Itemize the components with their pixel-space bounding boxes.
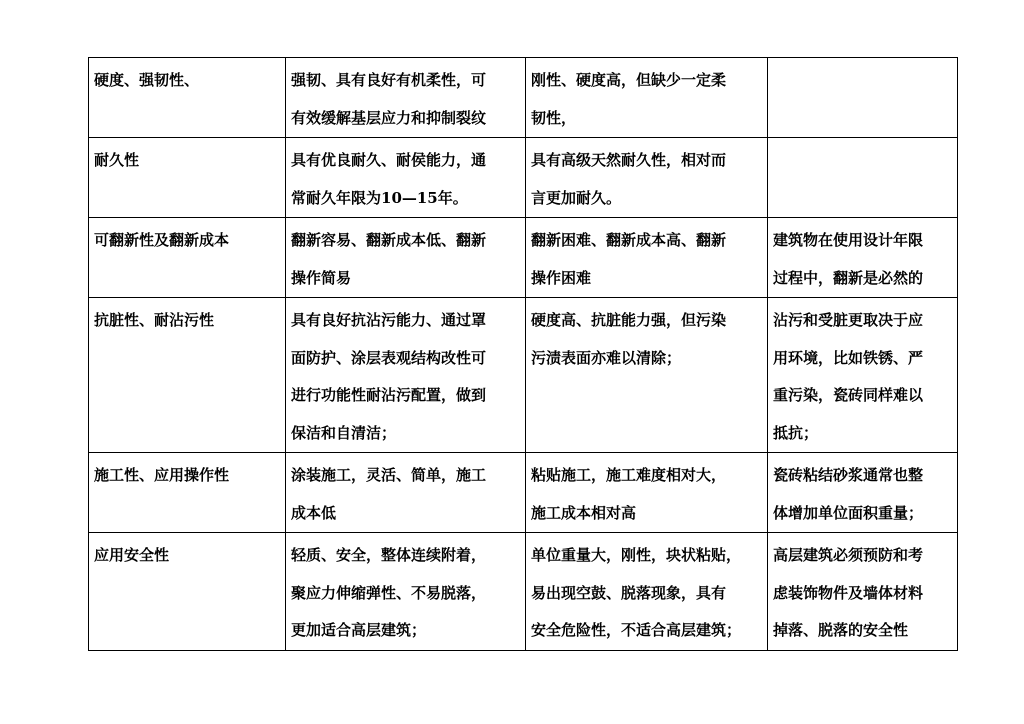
tile-cell: 粘贴施工，施工难度相对大， 施工成本相对高 — [526, 453, 768, 533]
table-row — [89, 138, 958, 218]
property-cell: 应用安全性 — [89, 533, 286, 651]
coating-cell: 翻新容易、翻新成本低、翻新 操作简易 — [286, 218, 526, 298]
property-cell: 耐久性 — [89, 138, 286, 218]
note-cell: 高层建筑必须预防和考 虑装饰物件及墙体材料 掉落、脱落的安全性 — [768, 533, 958, 651]
table-row — [89, 533, 958, 651]
note-cell — [768, 58, 958, 138]
comparison-table-body — [89, 58, 958, 651]
coating-cell: 轻质、安全，整体连续附着， 聚应力伸缩弹性、不易脱落， 更加适合高层建筑； — [286, 533, 526, 651]
table-row — [89, 298, 958, 453]
coating-cell: 强韧、具有良好有机柔性，可 有效缓解基层应力和抑制裂纹 — [286, 58, 526, 138]
property-cell: 硬度、强韧性、 — [89, 58, 286, 138]
note-cell: 建筑物在使用设计年限 过程中，翻新是必然的 — [768, 218, 958, 298]
table-row — [89, 58, 958, 138]
property-cell: 施工性、应用操作性 — [89, 453, 286, 533]
coating-cell: 具有优良耐久、耐侯能力，通 常耐久年限为10—15年。 — [286, 138, 526, 218]
tile-cell: 刚性、硬度高，但缺少一定柔 韧性， — [526, 58, 768, 138]
note-cell — [768, 138, 958, 218]
tile-cell: 单位重量大，刚性，块状粘贴， 易出现空鼓、脱落现象，具有 安全危险性，不适合高层建筑； — [526, 533, 768, 651]
coating-cell: 具有良好抗沾污能力、通过罩 面防护、涂层表观结构改性可 进行功能性耐沾污配置，做到 保洁和自清洁； — [286, 298, 526, 453]
property-cell: 抗脏性、耐沾污性 — [89, 298, 286, 453]
note-cell: 瓷砖粘结砂浆通常也整 体增加单位面积重量； — [768, 453, 958, 533]
tile-cell: 翻新困难、翻新成本高、翻新 操作困难 — [526, 218, 768, 298]
tile-cell: 硬度高、抗脏能力强，但污染 污渍表面亦难以清除； — [526, 298, 768, 453]
table-row — [89, 218, 958, 298]
coating-cell: 涂装施工，灵活、简单，施工 成本低 — [286, 453, 526, 533]
comparison-table — [88, 57, 958, 651]
property-cell: 可翻新性及翻新成本 — [89, 218, 286, 298]
tile-cell: 具有高级天然耐久性，相对而 言更加耐久。 — [526, 138, 768, 218]
table-row — [89, 453, 958, 533]
note-cell: 沾污和受脏更取决于应 用环境，比如铁锈、严 重污染，瓷砖同样难以 抵抗； — [768, 298, 958, 453]
